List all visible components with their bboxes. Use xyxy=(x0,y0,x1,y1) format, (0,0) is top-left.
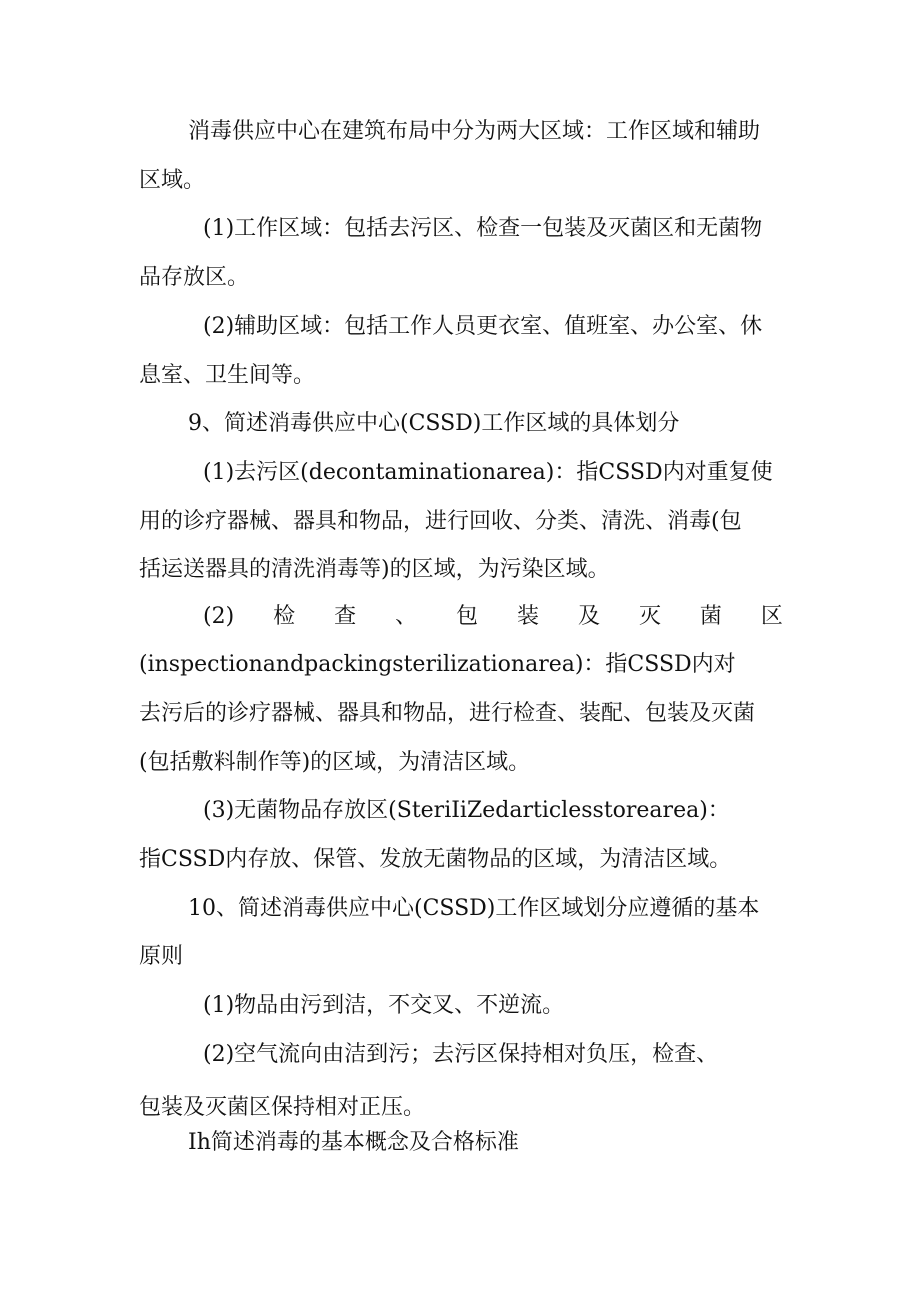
paragraph-2-line-2: 品存放区。 xyxy=(139,265,250,290)
heading-10-line-1: 10、简述消毒供应中心(CSSD)工作区域划分应遵循的基本 xyxy=(188,896,760,921)
paragraph-5-word: 区 xyxy=(760,604,783,629)
paragraph-6-line-2: 指CSSD内存放、保管、发放无菌物品的区域，为清洁区域。 xyxy=(139,847,732,872)
paragraph-5-word: 装 xyxy=(517,604,540,629)
paragraph-8-line-1: (2)空气流向由洁到污；去污区保持相对负压，检查、 xyxy=(203,1042,719,1067)
paragraph-5-word: 包 xyxy=(456,604,479,629)
paragraph-5-word: 灭 xyxy=(638,604,661,629)
paragraph-1-line-1: 消毒供应中心在建筑布局中分为两大区域：工作区域和辅助 xyxy=(188,119,761,144)
paragraph-6-line-1: (3)无菌物品存放区(SteriIiZedarticlesstorearea)： xyxy=(203,798,730,823)
paragraph-5-line-4: (包括敷料制作等)的区域，为清洁区域。 xyxy=(139,750,531,775)
paragraph-5-word: 检 xyxy=(273,604,296,629)
heading-10-line-2: 原则 xyxy=(139,944,184,969)
heading-9: 9、简述消毒供应中心(CSSD)工作区域的具体划分 xyxy=(188,411,680,436)
paragraph-5-line-3: 去污后的诊疗器械、器具和物品，进行检查、装配、包装及灭菌 xyxy=(139,701,756,726)
paragraph-5-line-2: (inspectionandpackingsterilizationarea)：指CSSD内对 xyxy=(139,652,736,677)
paragraph-2-line-1: (1)工作区域：包括去污区、检查一包装及灭菌区和无菌物 xyxy=(203,216,763,241)
paragraph-4-line-2: 用的诊疗器械、器具和物品，进行回收、分类、清洗、消毒(包 xyxy=(139,509,742,534)
paragraph-4-line-1: (1)去污区(decontaminationarea)：指CSSD内对重复使 xyxy=(203,460,773,485)
paragraph-5-line-1 xyxy=(203,602,783,632)
paragraph-3-line-1: (2)辅助区域：包括工作人员更衣室、值班室、办公室、休 xyxy=(203,314,763,339)
paragraph-5-word: 菌 xyxy=(699,604,722,629)
paragraph-5-word: 及 xyxy=(577,604,600,629)
paragraph-1-line-2: 区域。 xyxy=(139,168,206,193)
paragraph-7-line-1: (1)物品由污到洁，不交叉、不逆流。 xyxy=(203,993,565,1018)
paragraph-8-line-2: 包装及灭菌区保持相对正压。 xyxy=(139,1095,426,1120)
paragraph-5-word: 查 xyxy=(334,604,357,629)
paragraph-3-line-2: 息室、卫生间等。 xyxy=(139,363,316,388)
heading-11: Ih简述消毒的基本概念及合格标准 xyxy=(188,1130,519,1155)
paragraph-5-word: (2) xyxy=(203,604,235,629)
paragraph-5-word: 、 xyxy=(395,604,418,629)
paragraph-4-line-3: 括运送器具的清洗消毒等)的区域，为污染区域。 xyxy=(139,557,610,582)
